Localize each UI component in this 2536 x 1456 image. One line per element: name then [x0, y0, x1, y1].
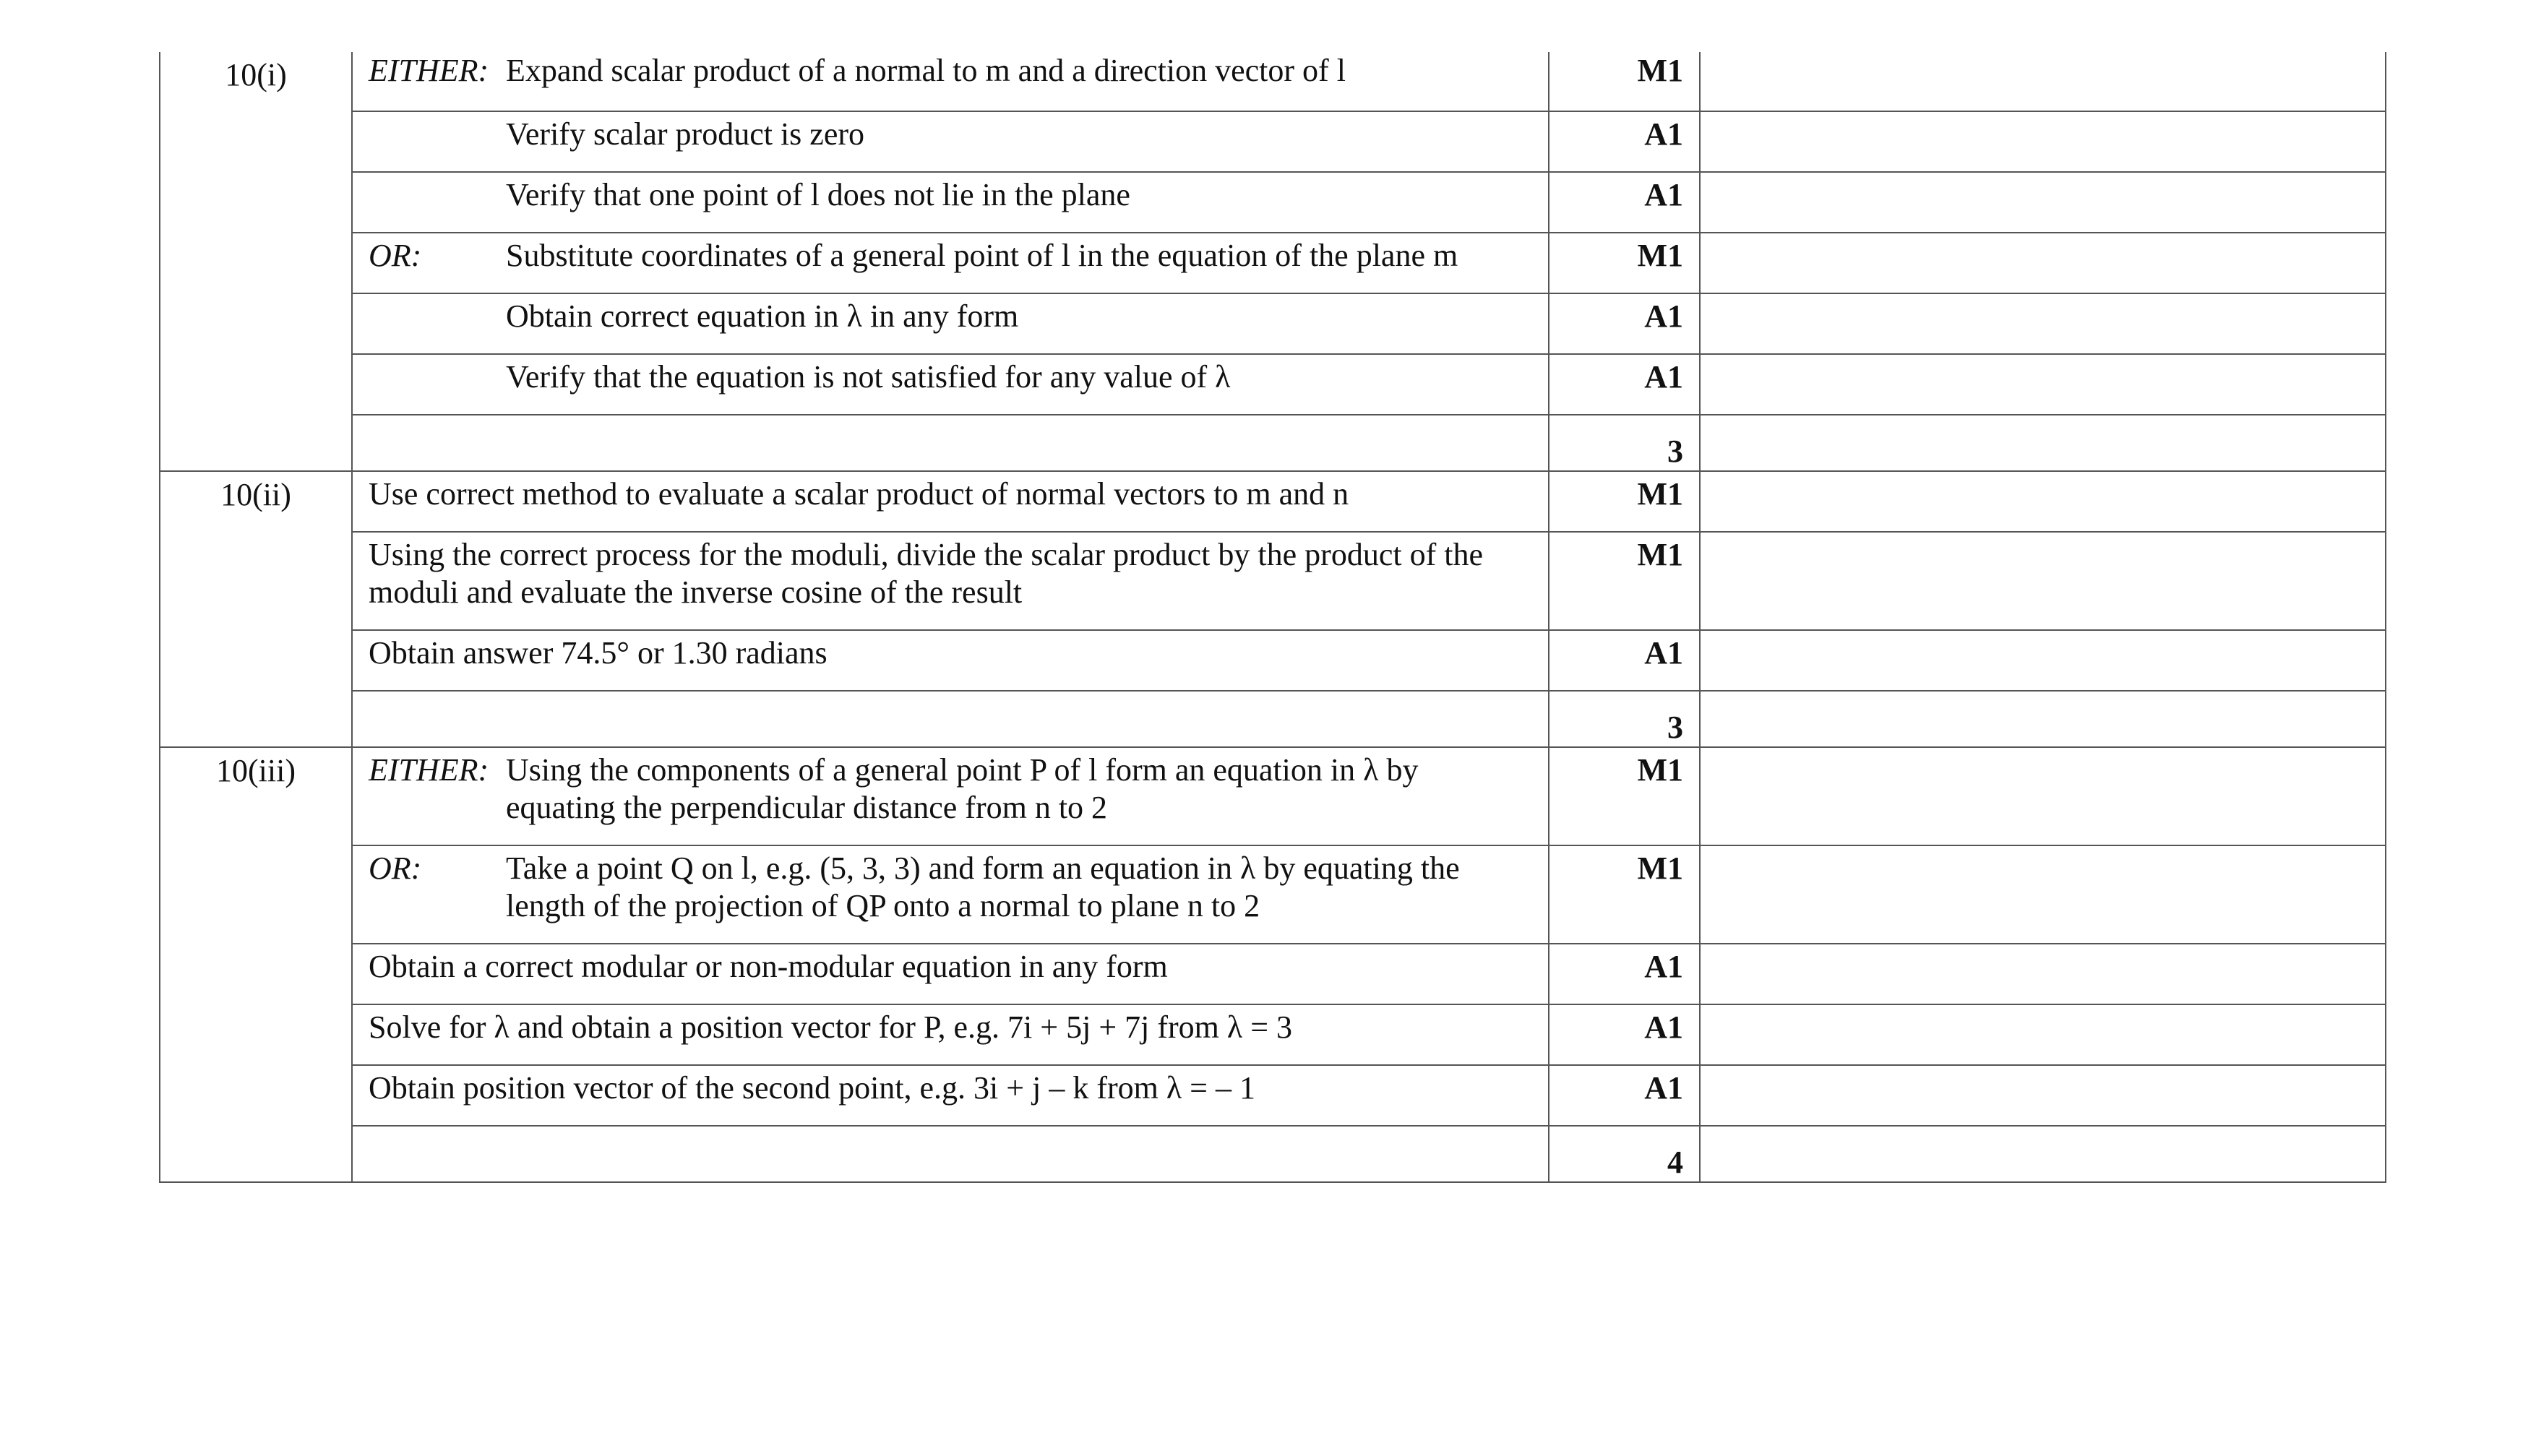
guidance-cell: [1700, 747, 2386, 845]
answer-cell: [352, 1065, 1549, 1126]
answer-cell: [352, 415, 1549, 471]
answer-text: Obtain position vector of the second point, e.g. 3i + j – k from λ = – 1: [369, 1070, 1255, 1106]
mark-scheme-table: [159, 52, 2386, 1183]
table-row: [160, 747, 2386, 845]
answer-cell: [352, 172, 1549, 233]
table-row: [160, 52, 2386, 111]
mark-cell: A1: [1549, 944, 1700, 1004]
mark-cell: M1: [1549, 747, 1700, 845]
guidance-cell: [1700, 845, 2386, 944]
method-label: EITHER:: [369, 53, 489, 88]
table-row: [160, 1065, 2386, 1126]
guidance-cell: [1700, 630, 2386, 691]
answer-cell: [352, 471, 1549, 532]
answer-text: Substitute coordinates of a general point of l in the equation of the plane m: [506, 238, 1458, 273]
answer-text: Verify that the equation is not satisfied for any value of λ: [506, 359, 1231, 395]
total-marks: 4: [1549, 1126, 1700, 1182]
table-row: [160, 233, 2386, 293]
guidance-cell: [1700, 944, 2386, 1004]
guidance-cell: [1700, 354, 2386, 415]
answer-cell: [352, 944, 1549, 1004]
mark-cell: A1: [1549, 1065, 1700, 1126]
mark-cell: A1: [1549, 354, 1700, 415]
answer-cell: [352, 691, 1549, 747]
total-row: [160, 691, 2386, 747]
answer-text: Using the components of a general point P of l form an equation in λ by equating the perpendicular distance from n to 2: [506, 752, 1419, 825]
guidance-cell: [1700, 111, 2386, 172]
table-row: [160, 471, 2386, 532]
answer-text: Use correct method to evaluate a scalar product of normal vectors to m and n: [369, 476, 1349, 512]
answer-text: Solve for λ and obtain a position vector for P, e.g. 7i + 5j + 7j from λ = 3: [369, 1009, 1293, 1045]
answer-text: Take a point Q on l, e.g. (5, 3, 3) and form an equation in λ by equating the length of the projection of QP onto a normal to plane n to 2: [506, 850, 1460, 923]
total-row: [160, 1126, 2386, 1182]
guidance-cell: [1700, 471, 2386, 532]
answer-text: Using the correct process for the moduli, divide the scalar product by the product of the moduli and evaluate the inverse cosine of the result: [369, 537, 1483, 610]
method-label: OR:: [369, 850, 422, 886]
table-row: [160, 172, 2386, 233]
total-marks: 3: [1549, 691, 1700, 747]
table-row: [160, 944, 2386, 1004]
answer-text: Obtain a correct modular or non-modular equation in any form: [369, 949, 1168, 984]
guidance-cell: [1700, 233, 2386, 293]
method-label: OR:: [369, 238, 422, 273]
mark-cell: A1: [1549, 630, 1700, 691]
answer-cell: [352, 111, 1549, 172]
guidance-cell: [1700, 293, 2386, 354]
mark-cell: M1: [1549, 845, 1700, 944]
answer-cell: [352, 354, 1549, 415]
total-row: [160, 415, 2386, 471]
answer-text: Obtain correct equation in λ in any form: [506, 298, 1019, 334]
answer-cell: [352, 1126, 1549, 1182]
answer-text: Verify scalar product is zero: [506, 116, 865, 152]
question-number: 10(iii): [160, 747, 352, 1182]
table-row: [160, 1004, 2386, 1065]
table-row: [160, 354, 2386, 415]
answer-text: Verify that one point of l does not lie in the plane: [506, 177, 1130, 212]
table-row: [160, 630, 2386, 691]
mark-cell: M1: [1549, 233, 1700, 293]
mark-cell: A1: [1549, 293, 1700, 354]
mark-cell: M1: [1549, 532, 1700, 630]
answer-cell: [352, 845, 1549, 944]
mark-cell: M1: [1549, 471, 1700, 532]
answer-cell: [352, 293, 1549, 354]
guidance-cell: [1700, 1126, 2386, 1182]
table-row: [160, 845, 2386, 944]
answer-cell: [352, 1004, 1549, 1065]
guidance-cell: [1700, 1065, 2386, 1126]
guidance-cell: [1700, 52, 2386, 111]
table-row: [160, 532, 2386, 630]
method-label: EITHER:: [369, 752, 489, 788]
question-number: 10(i): [160, 52, 352, 471]
table-row: [160, 111, 2386, 172]
mark-cell: M1: [1549, 52, 1700, 111]
total-marks: 3: [1549, 415, 1700, 471]
answer-text: Obtain answer 74.5° or 1.30 radians: [369, 635, 828, 671]
answer-cell: [352, 630, 1549, 691]
guidance-cell: [1700, 691, 2386, 747]
guidance-cell: [1700, 532, 2386, 630]
answer-cell: [352, 747, 1549, 845]
mark-cell: A1: [1549, 111, 1700, 172]
answer-cell: [352, 233, 1549, 293]
guidance-cell: [1700, 172, 2386, 233]
answer-text: Expand scalar product of a normal to m and a direction vector of l: [506, 53, 1346, 88]
answer-cell: [352, 52, 1549, 111]
guidance-cell: [1700, 415, 2386, 471]
question-number: 10(ii): [160, 471, 352, 747]
mark-cell: A1: [1549, 1004, 1700, 1065]
mark-cell: A1: [1549, 172, 1700, 233]
guidance-cell: [1700, 1004, 2386, 1065]
table-row: [160, 293, 2386, 354]
answer-cell: [352, 532, 1549, 630]
